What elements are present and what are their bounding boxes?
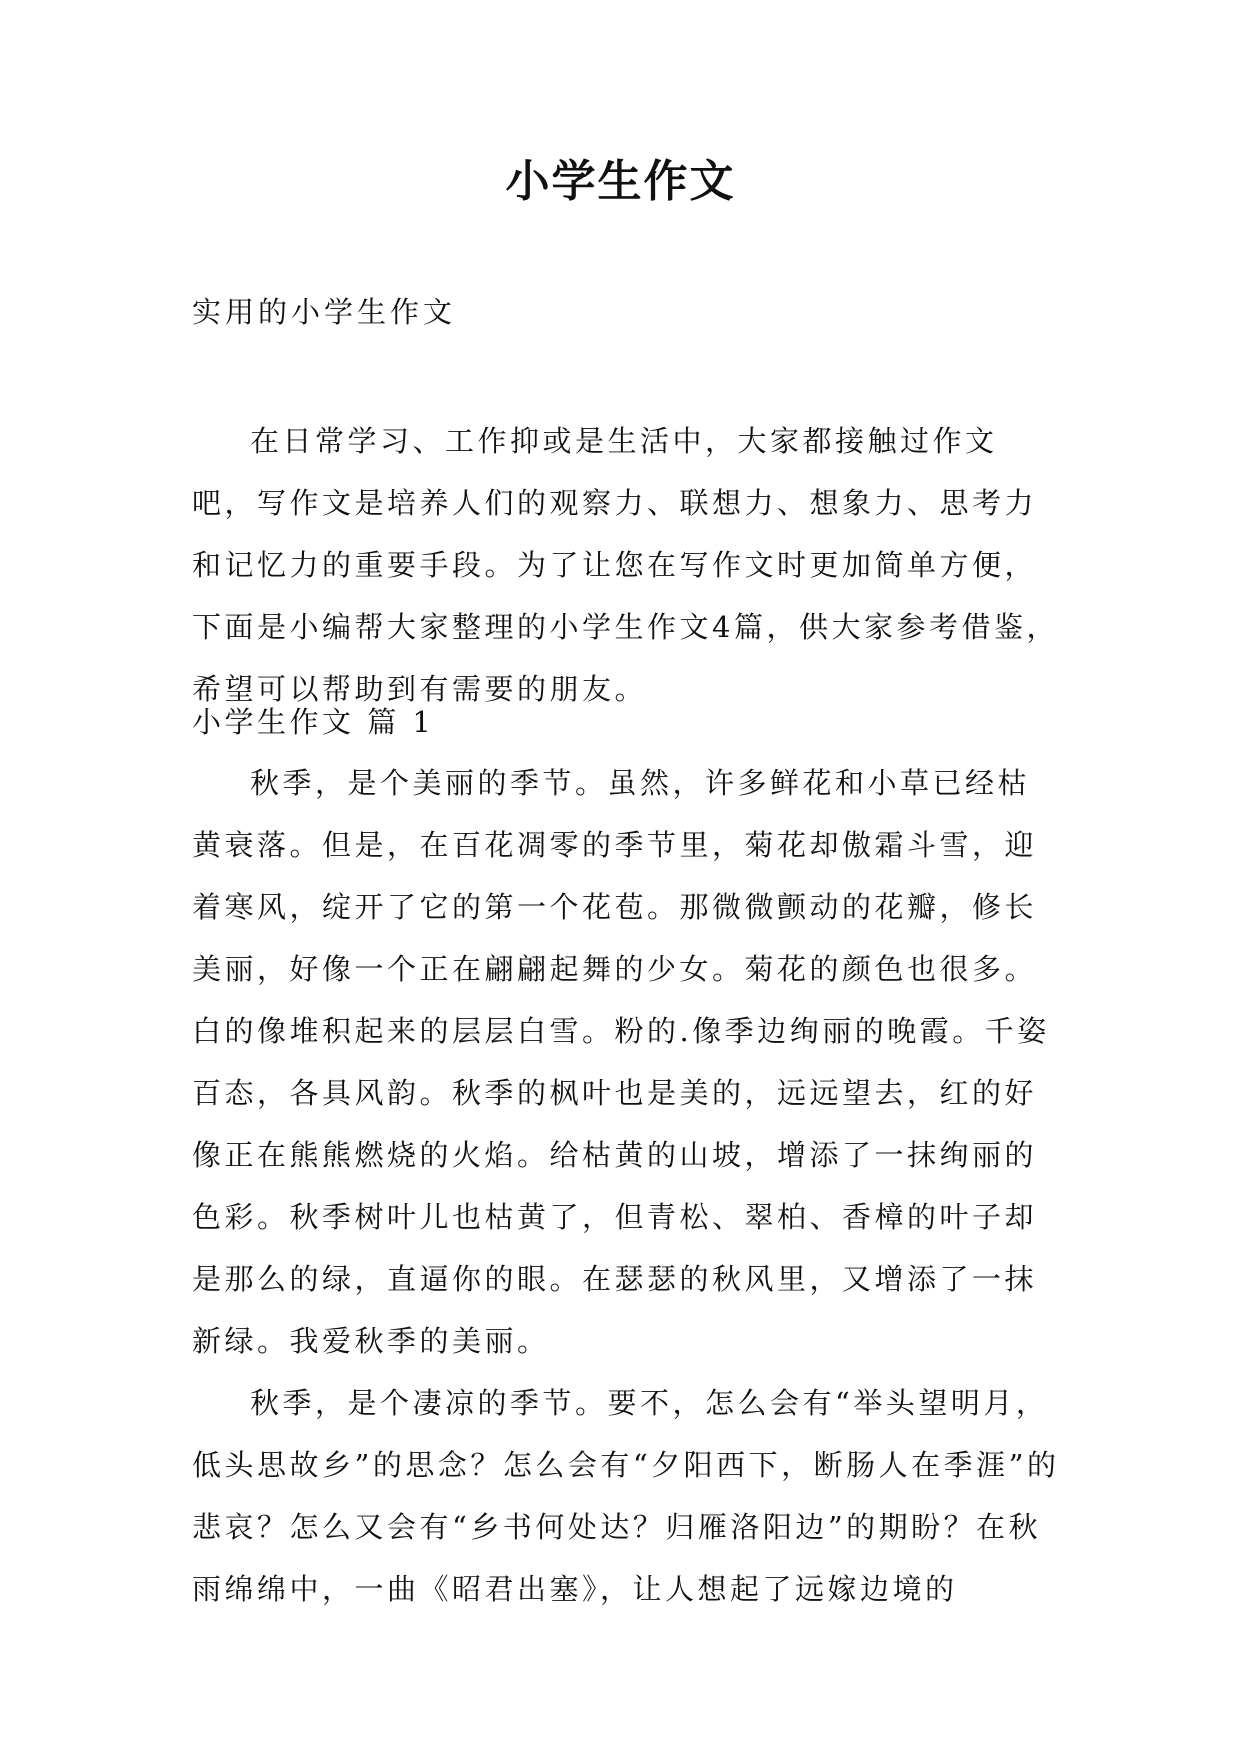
document-subtitle: 实用的小学生作文 [192,295,457,329]
section-heading: 小学生作文 篇 1 [192,705,435,739]
intro-section [192,410,1062,720]
essay-section-heading [192,702,1062,742]
document-title: 小学生作文 [505,156,736,207]
essay-paragraph-1: 秋季，是个美丽的季节。虽然，许多鲜花和小草已经枯黄衰落。但是，在百花凋零的季节里，菊花却傲霜斗雪，迎着寒风，绽开了它的第一个花苞。那微微颤动的花瓣，修长美丽，好像一个正在翩翩起舞的少女。菊花的颜色也很多。白的像堆积起来的层层白雪。粉的.像季边绚丽的晚霞。千姿百态，各具风韵。秋季的枫叶也是美的，远远望去，红的好像正在熊熊燃烧的火焰。给枯黄的山坡，增添了一抹绚丽的色彩。秋季树叶儿也枯黄了，但青松、翠柏、香樟的叶子却是那么的绿，直逼你的眼。在瑟瑟的秋风里，又增添了一抹新绿。我爱秋季的美丽。 [192,766,1050,1358]
intro-paragraph: 在日常学习、工作抑或是生活中，大家都接触过作文吧，写作文是培养人们的观察力、联想力、想象力、思考力和记忆力的重要手段。为了让您在写作文时更加简单方便，下面是小编帮大家整理的小学生作文4篇，供大家参考借鉴，希望可以帮助到有需要的朋友。 [192,424,1059,706]
essay-body [192,752,1062,1620]
essay-paragraph-2: 秋季，是个凄凉的季节。要不，怎么会有“举头望明月，低头思故乡”的思念？怎么会有“夕阳西下，断肠人在季涯”的悲哀？怎么又会有“乡书何处达？归雁洛阳边”的期盼？在秋雨绵绵中，一曲《昭君出塞》，让人想起了远嫁边境的 [192,1386,1060,1606]
